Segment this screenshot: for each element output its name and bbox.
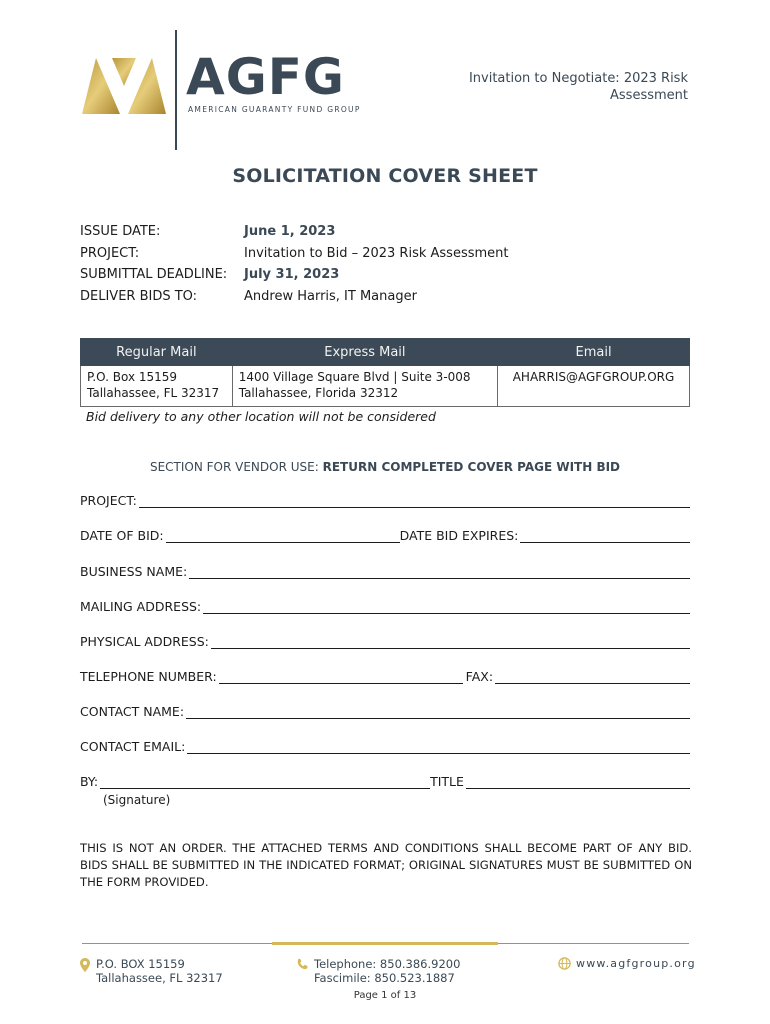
telephone-field[interactable] [219,671,463,684]
footer-fax: Fascimile: 850.523.1887 [314,971,455,985]
business-name-field[interactable] [189,566,690,579]
contact-email-label: CONTACT EMAIL: [80,739,186,754]
by-label: BY: [80,774,99,789]
contact-name-field[interactable] [186,706,690,719]
express-mail-line-2: Tallahassee, Florida 32312 [238,386,399,400]
delivery-table-header-row [81,339,690,366]
email-link[interactable]: AHARRIS@AGFGROUP.ORG [512,370,675,384]
footer-telephone: Telephone: 850.386.9200 [314,957,461,971]
contact-name-label: CONTACT NAME: [80,704,185,719]
mailing-address-label: MAILING ADDRESS: [80,599,202,614]
deadline-value: July 31, 2023 [244,267,340,283]
header-title-line-2: Assessment [610,88,688,103]
project-field-label: PROJECT: [80,493,137,508]
signature-title-row [80,774,690,789]
footer-address-line-2: Tallahassee, FL 32317 [96,971,223,985]
footer-accent-bar [272,942,498,945]
footer-website[interactable]: www.agfgroup.org [576,957,696,970]
solicitation-info [80,221,508,307]
mailing-address-field[interactable] [203,601,690,614]
project-value: Invitation to Bid – 2023 Risk Assessment [244,245,509,261]
contact-email-row [80,739,690,754]
contact-name-row [80,704,690,719]
footer-address-line-1: P.O. BOX 15159 [96,957,185,971]
header-express-mail: Express Mail [232,339,497,366]
regular-mail-address [81,366,233,407]
express-mail-address [232,366,497,407]
deadline-label: SUBMITTAL DEADLINE: [80,267,228,283]
header-email: Email [498,339,690,366]
deliver-to-label: DELIVER BIDS TO: [80,288,198,304]
page-title: SOLICITATION COVER SHEET [232,165,538,187]
date-expires-label: DATE BID EXPIRES: [399,528,519,543]
telephone-label: TELEPHONE NUMBER: [80,669,217,684]
signature-caption: (Signature) [103,793,171,807]
regular-mail-line-2: Tallahassee, FL 32317 [87,386,220,400]
fax-label: FAX: [465,669,494,684]
business-name-row [80,564,690,579]
page-number: Page 1 of 13 [353,990,417,1001]
issue-date-row [80,221,508,243]
signature-field[interactable] [100,776,430,789]
delivery-note: Bid delivery to any other location will not be considered [86,409,436,424]
regular-mail-line-1: P.O. Box 15159 [87,370,178,384]
title-label: TITLE [430,774,464,789]
logo-subtitle: AMERICAN GUARANTY FUND GROUP [188,105,361,114]
map-pin-icon [80,958,90,972]
logo-wordmark: AGFG [186,48,345,106]
express-mail-line-1: 1400 Village Square Blvd | Suite 3-008 [238,370,471,384]
vendor-section-instruction: RETURN COMPLETED COVER PAGE WITH BID [322,460,621,474]
phone-fax-row [80,669,690,684]
footer-contact [314,957,460,985]
agfg-logo-mark-icon [82,58,166,114]
project-field[interactable] [139,495,690,508]
issue-date-label: ISSUE DATE: [80,224,161,239]
date-of-bid-field[interactable] [166,530,400,543]
contact-email-field[interactable] [187,741,690,754]
deadline-row [80,264,508,286]
footer-address [96,957,223,985]
deliver-to-value: Andrew Harris, IT Manager [244,288,417,304]
physical-address-row [80,634,690,649]
issue-date-value: June 1, 2023 [244,224,336,239]
vendor-section-heading [0,460,770,474]
bid-dates-row [80,528,690,543]
physical-address-label: PHYSICAL ADDRESS: [80,634,209,649]
business-name-label: BUSINESS NAME: [80,564,188,579]
project-label: PROJECT: [80,245,140,261]
vendor-section-label: SECTION FOR VENDOR USE: [149,460,319,474]
title-field[interactable] [466,776,690,789]
project-field-row [80,493,690,508]
phone-icon [296,958,309,971]
project-row [80,243,508,265]
email-address [498,366,690,407]
date-expires-field[interactable] [520,530,690,543]
date-of-bid-label: DATE OF BID: [80,528,164,543]
physical-address-field[interactable] [211,636,690,649]
fax-field[interactable] [495,671,690,684]
globe-icon [558,957,571,970]
logo-divider [175,30,177,150]
header-regular-mail: Regular Mail [81,339,233,366]
delivery-methods-table [80,338,690,407]
header-title-line-1: Invitation to Negotiate: 2023 Risk [468,71,688,86]
document-header-title [428,70,688,104]
mailing-address-row [80,599,690,614]
delivery-table-row [81,366,690,407]
order-notice: THIS IS NOT AN ORDER. THE ATTACHED TERMS AND CONDITIONS SHALL BECOME PART OF ANY BID. BIDS SHALL BE SUBMITTED IN THE INDICATED FORMAT; ORIGINAL SIGNATURES MUST BE SUBMITTED ON THE FORM PROVIDED. [80,841,692,889]
deliver-to-row [80,286,508,308]
